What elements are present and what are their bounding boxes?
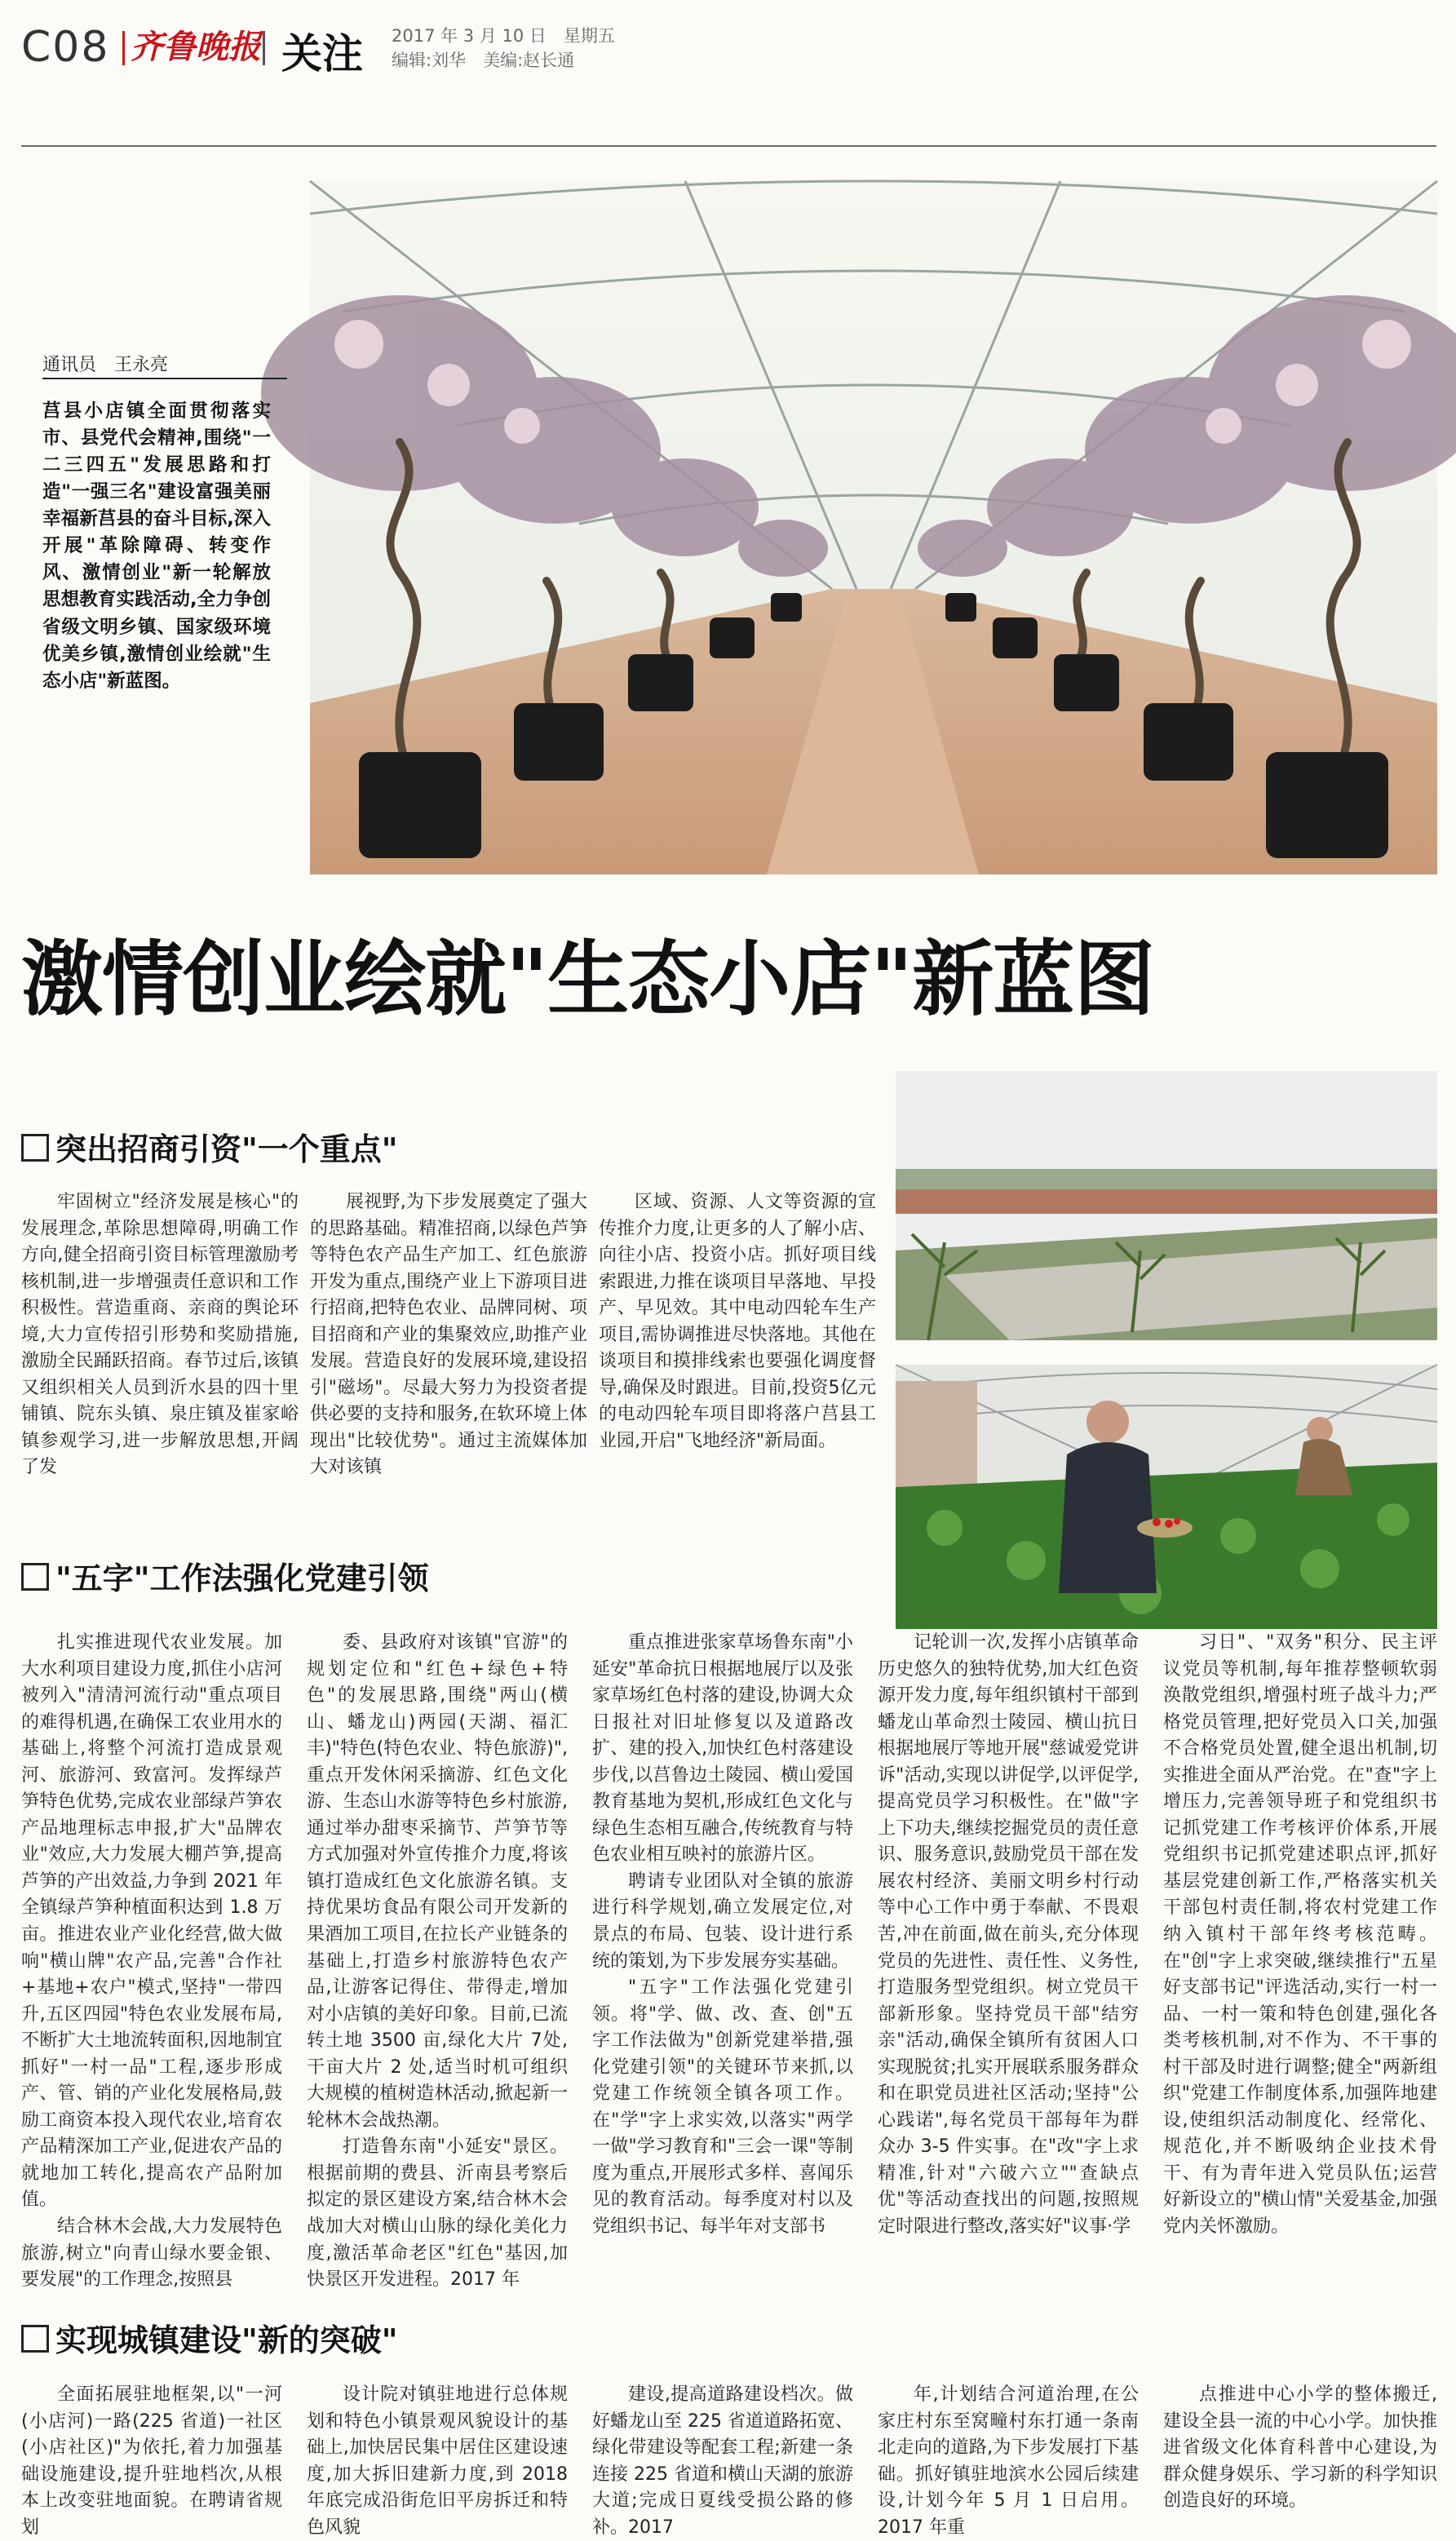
publication-date: 2017 年 3 月 10 日 星期五	[392, 26, 615, 46]
section-2-title: "五字"工作法强化党建引领	[21, 1553, 429, 1598]
newspaper-logo: 齐鲁晚报	[131, 28, 261, 66]
masthead-divider	[263, 31, 265, 65]
masthead-divider	[122, 31, 125, 65]
section-3-column-2: 设计院对镇驻地进行总体规划和特色小镇景观风貌设计的基础上,加快居民集中居住区建设速度,加大拆旧建新力度,到 2018 年底完成沿街危旧平房拆迁和特色风貌	[307, 2384, 568, 2538]
section-1-title: 突出招商引资"一个重点"	[21, 1124, 398, 1169]
section-1-column-3: 区域、资源、人文等资源的宣传推介力度,让更多的人了解小店、向往小店、投资小店。抓好项目线索跟进,力推在谈项目早落地、早投产、早见效。其中电动四轮车生产项目,需协调推进尽快落地。其他在谈项目和摸排线索也要强化调度督导,确保及时跟进。目前,投资5亿元的电动四轮车项目即将落户莒县工业园,开启"飞地经济"新局面。	[599, 1192, 876, 1451]
section-3-column-4: 年,计划结合河道治理,在公家庄村东至窝疃村东打通一条南北走向的道路,为下步发展打下基础。抓好镇驻地滨水公园后续建设,计划今年 5 月 1 日启用。2017 年重	[878, 2384, 1139, 2538]
section-title: 关注	[281, 30, 363, 77]
checkbox-square-icon	[21, 1134, 49, 1162]
section-1-column-2: 展视野,为下步发展奠定了强大的思路基础。精准招商,以绿色芦笋等特色农产品生产加工、红色旅游开发为重点,围绕产业上下游项目进行招商,把特色农业、品牌同树、项目招商和产业的集聚效应,助推产业发展。营造良好的发展环境,建设招引"磁场"。尽最大努力为投资者提供必要的支持和服务,在软环境上体现出"比较优势"。通过主流媒体加大对该镇	[310, 1192, 587, 1478]
section-3-title: 实现城镇建设"新的突破"	[21, 2315, 398, 2360]
section-2-column-3: 重点推进张家草场鲁东南"小延安"革命抗日根据地展厅以及张家草场红色村落的建设,协调大众日报社对旧址修复以及道路改扩、建的投入,加快红色村落建设步伐,以莒鲁边土陵园、横山爱国教育基地为契机,形成红色文化与绿色生态相互融合,传统教育与特色农业相互映衬的旅游片区。 聘请专业团队对全镇的旅游进行科学规划,确立发展定位,对景点的布局、包装、设计进行系统的策划,为下步发展夯实基础。 "五字"工作法强化党建引领。将"学、做、改、查、创"五字工作法做为"创新党建举措,强化党建引领"的关键环节来抓,以党建工作统领全镇各项工作。在"学"字上求实效,以落实"两学一做"学习教育和"三会一课"等制度为重点,开展形式多样、喜闻乐见的教育活动。每季度对村以及党组织书记、每半年对支部书	[592, 1632, 853, 2238]
checkbox-square-icon	[21, 2325, 49, 2353]
section-2-column-2: 委、县政府对该镇"官游"的规划定位和"红色+绿色+特色"的发展思路,围绕"两山(横山、蟠龙山)两园(天湖、福汇丰)"特色(特色农业、特色旅游)",重点开发休闲采摘游、红色文化游、生态山水游等特色乡村旅游,通过举办甜枣采摘节、芦笋节等方式加强对外宣传推介力度,将该镇打造成红色文化旅游名镇。支持优果坊食品有限公司开发新的果酒加工项目,在拉长产业链条的基础上,打造乡村旅游特色农产品,让游客记得住、带得走,增加对小店镇的美好印象。目前,已流转土地 3500 亩,绿化大片 7处,干亩大片 2 处,适当时机可组织大规模的植树造林活动,掀起新一轮林木会战热潮。 打造鲁东南"小延安"景区。根据前期的费县、沂南县考察后拟定的景区建设方案,结合林木会战加大对横山山脉的绿化美化力度,激活革命老区"红色"基因,加快景区开发进程。2017 年	[307, 1632, 568, 2291]
section-3-column-5: 点推进中心小学的整体搬迁,建设全县一流的中心小学。加快推进省级文化体育科普中心建设,为群众健身娱乐、学习新的科学知识创造良好的环境。	[1163, 2384, 1437, 2512]
header-rule	[21, 145, 1436, 147]
byline-rule	[42, 378, 287, 379]
editor-credits: 编辑:刘华 美编:赵长通	[392, 51, 575, 70]
section-3-column-1: 全面拓展驻地框架,以"一河(小店河)一路(225 省道)一社区(小店社区)"为依托,着力加强基础设施建设,提升驻地档次,从根本上改变驻地面貌。在聘请省规划	[21, 2384, 282, 2538]
orchard-photo	[896, 1071, 1437, 1340]
lead-paragraph: 莒县小店镇全面贯彻落实市、县党代会精神,围绕"一二三四五"发展思路和打造"一强三名"建设富强美丽幸福新莒县的奋斗目标,深入开展"革除障碍、转变作风、激情创业"新一轮解放思想教育实践活动,全力争创省级文明乡镇、国家级环境优美乡镇,激情创业绘就"生态小店"新蓝图。	[42, 401, 271, 692]
greenhouse-photo	[310, 181, 1437, 874]
section-2-column-4: 记轮训一次,发挥小店镇革命历史悠久的独特优势,加大红色资源开发力度,每年组织镇村干部到蟠龙山革命烈士陵园、横山抗日根据地展厅等地开展"慈诚爱党讲诉"活动,实现以讲促学,以评促学,提高党员学习积极性。在"做"字上下功夫,继续挖掘党员的责任意识、服务意识,鼓励党员干部在发展农村经济、美丽文明乡村行动等中心工作中勇于奉献、不畏艰苦,冲在前面,做在前头,充分体现党员的先进性、责任性、义务性,打造服务型党组织。树立党员干部新形象。坚持党员干部"结穷亲"活动,确保全镇所有贫困人口实现脱贫;扎实开展联系服务群众和在职党员进社区活动;坚持"公心践诺",每名党员干部每年为群众办 3-5 件实事。在"改"字上求精准,针对"六破六立""查缺点优"等活动查找出的问题,按照规定时限进行整改,落实好"议事·学	[878, 1632, 1139, 2238]
section-2-column-5: 习日"、"双务"积分、民主评议党员等机制,每年推荐整顿软弱涣散党组织,增强村班子战斗力;严格党员管理,把好党员入口关,加强不合格党员处置,健全退出机制,切实推进全面从严治党。在"查"字上增压力,完善领导班子和党组织书记抓党建工作考核评价体系,开展党组织书记抓党建述职点评,抓好基层党建创新工作,严格落实机关干部包村责任制,将农村党建工作纳入镇村干部年终考核范畴。在"创"字上求突破,继续推行"五星好支部书记"评选活动,实行一村一品、一村一策和特色创建,强化各类考核机制,对不作为、不干事的村干部及时进行调整;健全"两新组织"党建工作制度体系,加强阵地建设,使组织活动制度化、经常化、规范化,并不断吸纳企业技术骨干、有为青年进入党员队伍;运营好新设立的"横山情"关爱基金,加强党内关怀激励。	[1163, 1632, 1437, 2238]
headline: 激情创业绘就"生态小店"新蓝图	[21, 932, 1155, 1027]
checkbox-square-icon	[21, 1563, 49, 1591]
page-number: C08	[21, 23, 110, 72]
section-1-column-1: 牢固树立"经济发展是核心"的发展理念,革除思想障碍,明确工作方向,健全招商引资目标管理激励考核机制,进一步增强责任意识和工作积极性。营造重商、亲商的舆论环境,大力宣传招引形势和奖励措施,激励全民踊跃招商。春节过后,该镇又组织相关人员到沂水县的四十里铺镇、院东头镇、泉庄镇及崔家峪镇参观学习,进一步解放思想,开阔了发	[21, 1192, 299, 1478]
section-2-column-1: 扎实推进现代农业发展。加大水利项目建设力度,抓住小店河被列入"清清河流行动"重点项目的难得机遇,在确保工农业用水的基础上,将整个河流打造成景观河、旅游河、致富河。发挥绿芦笋特色优势,完成农业部绿芦笋农产品地理标志申报,扩大"品牌农业"效应,大力发展大棚芦笋,提高芦笋的产出效益,力争到 2021 年全镇绿芦笋种植面积达到 1.8 万亩。推进农业产业化经营,做大做响"横山牌"农产品,完善"合作社+基地+农户"模式,坚持"一带四升,五区四园"特色农业发展布局,不断扩大土地流转面积,因地制宜抓好"一村一品"工程,逐步形成产、管、销的产业化发展格局,鼓励工商资本投入现代农业,培育农产品精深加工产业,促进农产品的就地加工转化,提高农产品附加值。 结合林木会战,大力发展特色旅游,树立"向青山绿水要金银、要发展"的工作理念,按照县	[21, 1632, 282, 2291]
strawberry-greenhouse-photo	[896, 1365, 1437, 1629]
byline: 通讯员 王永亮	[42, 355, 169, 375]
section-3-column-3: 建设,提高道路建设档次。做好蟠龙山至 225 省道道路拓宽、绿化带建设等配套工程;新建一条连接 225 省道和横山天湖的旅游大道;完成日夏线受损公路的修补。2017	[592, 2384, 853, 2538]
